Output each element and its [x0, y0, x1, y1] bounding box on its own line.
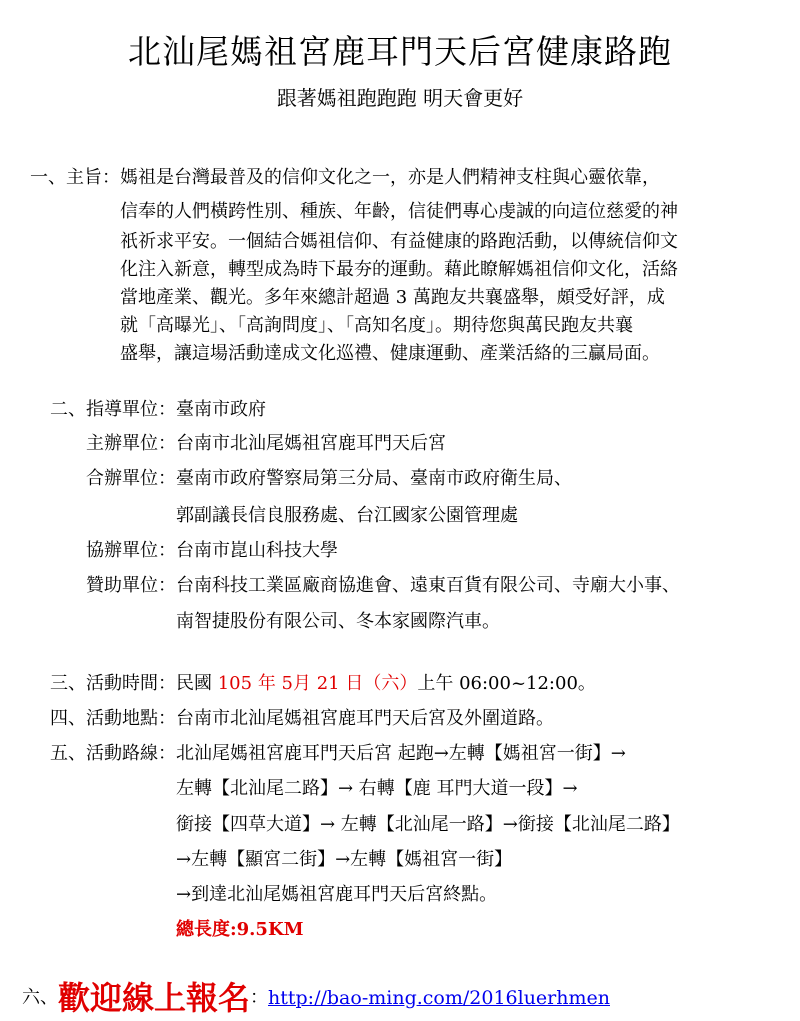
section-1-line-7: 盛舉，讓這場活動達成文化巡禮、健康運動、產業活絡的三贏局面。 — [120, 343, 660, 364]
co-organizer-line-1: 臺南市政府警察局第三分局、臺南市政府衛生局、 — [176, 468, 572, 489]
sponsor-line-1: 台南科技工業區廠商協進會、遠東百貨有限公司、寺廟大小事、 — [176, 575, 680, 596]
assist-label: 協辦單位： — [86, 540, 176, 561]
route-label: 五、活動路線： — [50, 743, 176, 764]
registration-highlight: 歡迎線上報名 — [58, 979, 251, 1017]
organizer-value: 台南市北汕尾媽祖宮鹿耳門天后宮 — [176, 433, 446, 454]
place-label: 四、活動地點： — [50, 708, 176, 729]
advisor-value: 臺南市政府 — [176, 399, 266, 420]
co-organizer-label: 合辦單位： — [86, 468, 176, 489]
section-1-label: 一、主旨： — [30, 167, 120, 188]
time-value — [176, 670, 596, 698]
time-prefix: 民國 — [176, 673, 218, 694]
event-time: 上午 06:00~12:00。 — [417, 673, 596, 694]
section-1-line-2: 信奉的人們橫跨性別、種族、年齡，信徒們專心虔誠的向這位慈愛的神 — [120, 201, 678, 222]
route-line-5: →到達北汕尾媽祖宮鹿耳門天后宮終點。 — [176, 884, 498, 905]
co-organizer-line-2: 郭副議長信良服務處、台江國家公園管理處 — [176, 505, 518, 526]
route-line-1: 北汕尾媽祖宮鹿耳門天后宮 起跑→左轉【媽祖宮一街】→ — [176, 743, 626, 764]
route-total-length: 總長度:9.5KM — [176, 919, 304, 940]
registration-label: 六、 — [22, 987, 58, 1008]
event-date: 105 年 5月 21 日（六） — [217, 673, 418, 694]
route-line-3: 銜接【四草大道】→ 左轉【北汕尾一路】→銜接【北汕尾二路】 — [176, 814, 680, 835]
assist-value: 台南市崑山科技大學 — [176, 540, 338, 561]
section-1-line-6: 就「高曝光」、「高詢問度」、「高知名度」。期待您與萬民跑友共襄 — [120, 315, 633, 336]
advisor-label: 二、指導單位： — [50, 399, 176, 420]
registration-link[interactable]: http://bao-ming.com/2016luerhmen — [268, 987, 610, 1009]
time-label: 三、活動時間： — [50, 673, 176, 694]
organizer-label: 主辦單位： — [86, 433, 176, 454]
section-1-line-5: 當地產業、觀光。多年來總計超過 3 萬跑友共襄盛舉，頗受好評，成 — [120, 287, 665, 308]
page-title: 北汕尾媽祖宮鹿耳門天后宮健康路跑 — [128, 32, 672, 71]
route-line-4: →左轉【顯宮二街】→左轉【媽祖宮一街】 — [176, 849, 513, 870]
place-value: 台南市北汕尾媽祖宮鹿耳門天后宮及外圍道路。 — [176, 708, 554, 729]
page-subtitle: 跟著媽祖跑跑跑 明天會更好 — [276, 86, 524, 110]
route-line-2: 左轉【北汕尾二路】→ 右轉【鹿 耳門大道一段】→ — [176, 778, 578, 799]
sponsor-line-2: 南智捷股份有限公司、冬本家國際汽車。 — [176, 611, 500, 632]
section-1-line-3: 祇祈求平安。一個結合媽祖信仰、有益健康的路跑活動，以傳統信仰文 — [120, 231, 678, 252]
registration-colon: ： — [250, 987, 269, 1008]
registration-line — [22, 978, 610, 1018]
section-1-line-4: 化注入新意，轉型成為時下最夯的運動。藉此瞭解媽祖信仰文化，活絡 — [120, 259, 678, 280]
section-1-line-1: 媽祖是台灣最普及的信仰文化之一，亦是人們精神支柱與心靈依靠， — [120, 167, 660, 188]
sponsor-label: 贊助單位： — [86, 575, 176, 596]
